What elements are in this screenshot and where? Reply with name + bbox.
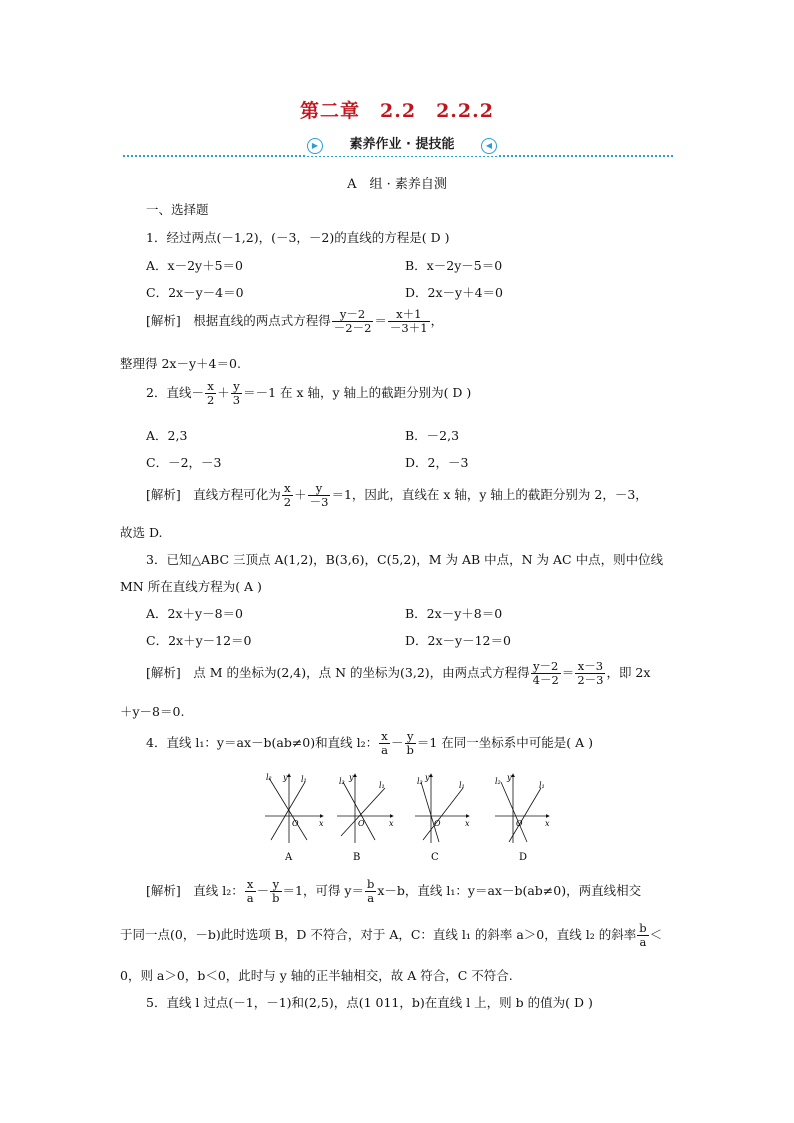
q1-fraction-1: $\frac{y-2}{-2-2}$ — [333, 307, 372, 335]
q2-option-a: A．2,3 — [146, 428, 188, 443]
svg-text:l₂: l₂ — [417, 777, 423, 786]
q3-option-a: A．2x＋y－8＝0 — [146, 606, 243, 621]
q4-analysis-line2: 于同一点(0，－b)此时选项 B，D 不符合，对于 A，C：直线 l₁ 的斜率 a＞0，直线 l₂ 的斜率 $\frac{b}{a}$ ＜ — [120, 921, 663, 949]
q2-option-d: D．2，－3 — [405, 455, 469, 470]
q1-analysis-line2: 整理得 2x－y＋4＝0. — [120, 356, 241, 371]
q4-fraction-1: $\frac{x}{a}$ — [381, 729, 388, 757]
q2-fraction-2: $\frac{y}{3}$ — [232, 379, 241, 407]
question-3-stem-line2: MN 所在直线方程为( A ) — [120, 579, 262, 594]
question-4-stem: 4．直线 l₁：y＝ax－b(ab≠0)和直线 l₂： $\frac{x}{a}$ － $\frac{y}{b}$ ＝1 在同一坐标系中可能是( A ) — [146, 729, 594, 757]
figure-a-label: A — [285, 852, 293, 863]
q3-option-b: B．2x－y＋8＝0 — [405, 606, 503, 621]
svg-text:l₂: l₂ — [266, 773, 272, 782]
svg-text:O: O — [358, 819, 365, 828]
svg-text:l₂: l₂ — [495, 777, 501, 786]
q4-analysis-fraction-4: $\frac{b}{a}$ — [639, 921, 647, 949]
q1-option-a: A．x－2y＋5＝0 — [146, 258, 243, 273]
svg-text:x: x — [319, 819, 324, 828]
group-heading: A 组 · 素养自测 — [347, 177, 447, 192]
question-1-stem: 1．经过两点(－1,2)，(－3，－2)的直线的方程是( D ) — [146, 230, 450, 245]
q1-analysis-prefix: [解析] 根据直线的两点式方程得 — [146, 313, 331, 328]
svg-text:y: y — [425, 773, 430, 782]
page-title: 第二章 2.2 2.2.2 — [300, 100, 494, 122]
q3-option-d: D．2x－y－12＝0 — [405, 633, 511, 648]
svg-text:x: x — [545, 819, 550, 828]
banner-text: 素养作业 · 提技能 — [349, 137, 455, 152]
svg-text:O: O — [292, 819, 299, 828]
svg-text:O: O — [516, 819, 523, 828]
q1-option-c: C．2x－y－4＝0 — [146, 285, 244, 300]
q2-analysis-line2: 故选 D. — [120, 525, 163, 540]
q3-fraction-2: $\frac{x-3}{2-3}$ — [577, 659, 604, 687]
q2-analysis-fraction-1: $\frac{x}{2}$ — [283, 481, 292, 509]
q2-option-c: C．－2，－3 — [146, 455, 222, 470]
q2-fraction-1: $\frac{x}{2}$ — [206, 379, 215, 407]
play-left-icon: ◀ — [481, 138, 497, 154]
q4-analysis-fraction-2: $\frac{y}{b}$ — [272, 877, 280, 905]
figure-d — [495, 773, 550, 863]
svg-text:l₁: l₁ — [459, 781, 465, 790]
figure-c — [415, 773, 470, 863]
question-2-stem: 2．直线－ $\frac{x}{2}$ ＋ $\frac{y}{3}$ ＝－1 在 x 轴，y 轴上的截距分别为( D ) — [146, 379, 472, 407]
play-right-icon: ▶ — [307, 138, 323, 154]
q2-analysis-fraction-2: $\frac{y}{-3}$ — [309, 481, 329, 509]
q3-option-c: C．2x＋y－12＝0 — [146, 633, 252, 648]
q4-fraction-2: $\frac{y}{b}$ — [406, 729, 414, 757]
svg-text:y: y — [283, 773, 288, 782]
q3-analysis: [解析] 点 M 的坐标为(2,4)，点 N 的坐标为(3,2)，由两点式方程得 $\frac{y-2}{4-2}$ ＝ $\frac{x-3}{2-3}$ ，即 2x — [146, 659, 651, 687]
figure-b-label: B — [353, 852, 361, 863]
q1-option-d: D．2x－y＋4＝0 — [405, 285, 503, 300]
q1-option-b: B．x－2y－5＝0 — [405, 258, 503, 273]
svg-text:l₁: l₁ — [539, 781, 545, 790]
svg-text:l₂: l₂ — [339, 777, 345, 786]
q3-fraction-1: $\frac{y-2}{4-2}$ — [532, 659, 559, 687]
svg-text:y: y — [349, 773, 354, 782]
figure-b — [337, 773, 394, 863]
q4-figures — [255, 768, 555, 868]
figure-a — [265, 773, 324, 863]
q2-analysis: [解析] 直线方程可化为 $\frac{x}{2}$ ＋ $\frac{y}{-3}$ ＝1，因此，直线在 x 轴，y 轴上的截距分别为 2，－3， — [146, 481, 648, 509]
svg-text:x: x — [465, 819, 470, 828]
svg-text:l₁: l₁ — [301, 775, 307, 784]
q1-analysis: [解析] 根据直线的两点式方程得 $\frac{y-2}{-2-2}$ ＝ $\frac{x+1}{-3+1}$ ， — [146, 307, 444, 335]
figure-c-label: C — [431, 852, 439, 863]
section-heading: 一、选择题 — [146, 202, 209, 217]
question-5-stem: 5．直线 l 过点(－1，－1)和(2,5)，点(1 011，b)在直线 l 上，则 b 的值为( D ) — [146, 995, 593, 1010]
q1-fraction-2: $\frac{x+1}{-3+1}$ — [389, 307, 428, 335]
svg-text:l₁: l₁ — [379, 781, 385, 790]
svg-text:x: x — [389, 819, 394, 828]
section-banner — [307, 136, 497, 158]
q4-analysis-fraction-3: $\frac{b}{a}$ — [367, 877, 375, 905]
svg-text:O: O — [434, 819, 441, 828]
q2-option-b: B．－2,3 — [405, 428, 460, 443]
q4-analysis: [解析] 直线 l₂： $\frac{x}{a}$ － $\frac{y}{b}$ ＝1，可得 y＝ $\frac{b}{a}$ x－b，直线 l₁：y＝ax－b(ab≠0)，两直线相交 — [146, 877, 642, 905]
svg-text:y: y — [507, 773, 512, 782]
figure-d-label: D — [519, 852, 528, 863]
question-3-stem-line1: 3．已知△ABC 三顶点 A(1,2)，B(3,6)，C(5,2)，M 为 AB 中点，N 为 AC 中点，则中位线 — [146, 552, 664, 567]
q3-analysis-line2: ＋y－8＝0. — [120, 704, 185, 719]
q4-analysis-fraction-1: $\frac{x}{a}$ — [246, 877, 254, 905]
q4-analysis-line3: 0，则 a＞0，b＜0，此时与 y 轴的正半轴相交，故 A 符合，C 不符合. — [120, 968, 513, 983]
